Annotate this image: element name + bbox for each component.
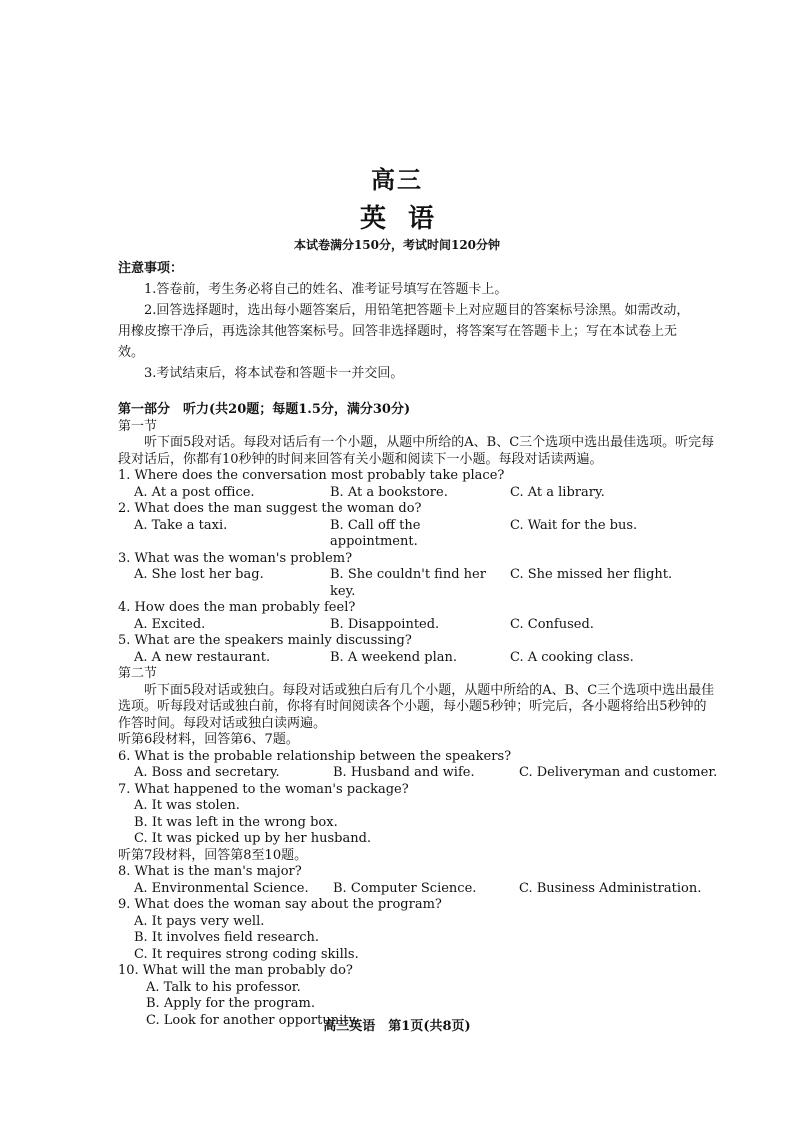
option-c[interactable]: C. Confused. xyxy=(510,616,594,632)
question-5 xyxy=(118,633,718,666)
option-c[interactable]: C. It requires strong coding skills. xyxy=(134,946,359,962)
question-9 xyxy=(118,897,718,963)
option-a[interactable]: A. She lost her bag. xyxy=(134,567,264,582)
question-8 xyxy=(118,864,718,897)
question-7 xyxy=(118,782,718,848)
question-stem: 9. What does the woman say about the program? xyxy=(118,897,442,912)
option-a[interactable]: A. Boss and secretary. xyxy=(134,765,280,780)
option-b[interactable]: B. Computer Science. xyxy=(333,880,477,896)
question-stem: 3. What was the woman's problem? xyxy=(118,550,353,566)
notice-item-3: 3.考试结束后，将本试卷和答题卡一并交回。 xyxy=(144,366,404,381)
notice-section xyxy=(118,258,702,396)
option-c[interactable]: C. Wait for the bus. xyxy=(510,517,638,533)
question-stem: 2. What does the man suggest the woman do? xyxy=(118,501,422,516)
part-one-listening xyxy=(118,402,718,1029)
option-c[interactable]: C. She missed her flight. xyxy=(510,567,673,582)
notice-item-1: 1.答卷前，考生务必将自己的姓名、准考证号填写在答题卡上。 xyxy=(144,282,508,297)
option-b[interactable]: B. Apply for the program. xyxy=(146,996,315,1011)
notice-item-2: 2.回答选择题时，选出每小题答案后，用铅笔把答题卡上对应题目的答案标号涂黑。如需改动，用橡皮擦干净后，再选涂其他答案标号。回答非选择题时，将答案写在答题卡上；写在本试卷上无效。 xyxy=(118,303,690,360)
option-b[interactable]: B. Disappointed. xyxy=(330,616,440,632)
option-c[interactable]: C. At a library. xyxy=(510,484,605,500)
option-a[interactable]: A. Excited. xyxy=(134,616,206,632)
question-stem: 6. What is the probable relationship between the speakers? xyxy=(118,748,512,764)
option-c[interactable]: C. A cooking class. xyxy=(510,649,634,665)
question-4 xyxy=(118,600,718,633)
option-a[interactable]: A. Talk to his professor. xyxy=(146,979,301,995)
section-two-instruction: 听下面5段对话或独白。每段对话或独白后有几个小题，从题中所给的A、B、C三个选项中选出最佳选项。听每段对话或独白前，你将有时间阅读各个小题，每小题5秒钟；听完后，各小题将给出5秒钟的作答时间。每段对话或独白读两遍。 xyxy=(118,682,715,731)
option-b[interactable]: B. It involves field research. xyxy=(134,930,320,945)
option-a[interactable]: A. It pays very well. xyxy=(134,913,265,929)
question-stem: 10. What will the man probably do? xyxy=(118,963,353,978)
option-a[interactable]: A. A new restaurant. xyxy=(134,649,271,665)
question-stem: 7. What happened to the woman's package? xyxy=(118,781,409,797)
part-title: 第一部分 听力(共20题；每题1.5分，满分30分) xyxy=(118,402,411,417)
question-stem: 1. Where does the conversation most probably take place? xyxy=(118,468,505,483)
option-a[interactable]: A. It was stolen. xyxy=(134,798,240,813)
question-stem: 8. What is the man's major? xyxy=(118,864,302,879)
exam-meta: 本试卷满分150分，考试时间120分钟 xyxy=(293,238,501,252)
option-b[interactable]: B. Call off the appointment. xyxy=(330,517,421,549)
option-b[interactable]: B. Husband and wife. xyxy=(333,765,475,780)
section-two-title: 第二节 xyxy=(118,666,158,681)
subject-title: 英语 xyxy=(359,204,456,234)
group-7-label: 听第7段材料，回答第8至10题。 xyxy=(118,847,308,863)
option-a[interactable]: A. Environmental Science. xyxy=(134,880,309,896)
group-6-label: 听第6段材料，回答第6、7题。 xyxy=(118,732,299,747)
option-a[interactable]: A. At a post office. xyxy=(134,484,255,500)
option-a[interactable]: A. Take a taxi. xyxy=(134,517,228,533)
question-3 xyxy=(118,551,718,601)
option-c[interactable]: C. It was picked up by her husband. xyxy=(134,831,372,846)
grade-title: 高三 xyxy=(371,165,423,194)
section-one-title: 第一节 xyxy=(118,418,158,434)
option-b[interactable]: B. At a bookstore. xyxy=(330,484,448,500)
question-2 xyxy=(118,501,718,551)
question-stem: 5. What are the speakers mainly discussing? xyxy=(118,633,412,648)
notice-title: 注意事项： xyxy=(118,261,184,276)
question-stem: 4. How does the man probably feel? xyxy=(118,600,356,615)
option-c[interactable]: C. Look for another opportunity. xyxy=(146,1012,359,1028)
option-b[interactable]: B. A weekend plan. xyxy=(330,649,457,665)
section-one-instruction: 听下面5段对话。每段对话后有一个小题，从题中所给的A、B、C三个选项中选出最佳选项。听完每段对话后，你都有10秒钟的时间来回答有关小题和阅读下一小题。每段对话读两遍。 xyxy=(118,435,715,467)
option-c[interactable]: C. Deliveryman and customer. xyxy=(519,765,718,780)
question-1 xyxy=(118,468,718,501)
page-footer: 高三英语 第1页(共8页) xyxy=(323,1019,471,1034)
option-c[interactable]: C. Business Administration. xyxy=(519,880,702,896)
option-b[interactable]: B. It was left in the wrong box. xyxy=(134,814,338,830)
question-6 xyxy=(118,749,718,782)
option-b[interactable]: B. She couldn't find her key. xyxy=(330,567,486,599)
